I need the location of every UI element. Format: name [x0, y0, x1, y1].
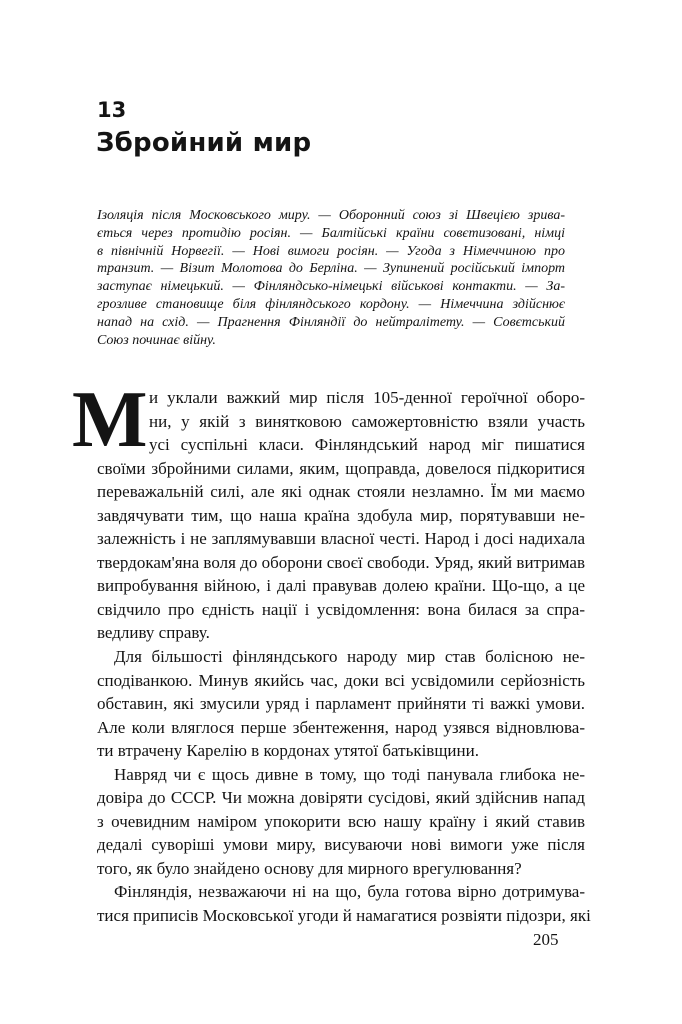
- body-line: дедалі суворіші умови миру, висуваючи нові вимоги уже після: [97, 835, 585, 855]
- synopsis-line: напад на схід. — Прагнення Фінляндії до нейтралітету. — Совєтський: [97, 314, 565, 330]
- body-line: сподіванкою. Минув якийсь час, доки всі усвідомили серйозність: [97, 670, 585, 690]
- chapter-number: 13: [97, 98, 127, 122]
- synopsis-line: грозливе становище біля фінляндського кордону. — Німеччина здійснює: [97, 296, 565, 312]
- body-line: Для більшості фінляндського народу мир став болісною не-: [114, 647, 585, 667]
- body-line: Навряд чи є щось дивне в тому, що тоді панувала глибока не-: [114, 764, 585, 784]
- body-line: довіра до СССР. Чи можна довіряти сусідові, який здійснив напад: [97, 788, 585, 808]
- body-line: ведливу справу.: [97, 623, 210, 643]
- body-text: [97, 386, 591, 928]
- chapter-synopsis: [97, 207, 565, 349]
- page-number: 205: [533, 930, 559, 949]
- drop-cap: М: [72, 376, 146, 464]
- body-line: залежність і не заплямувавши власної честі. Народ і досі надихала: [97, 529, 585, 549]
- chapter-title: Збройний мир: [96, 128, 312, 158]
- body-line: Але коли вляглося перше збентеження, народ узявся відновлюва-: [97, 717, 585, 737]
- body-line: ти втрачену Карелію в кордонах утятої батьківщини.: [97, 741, 479, 761]
- body-line: Фінляндія, незважаючи ні на що, була готова вірно дотримува-: [114, 882, 585, 902]
- synopsis-line: транзит. — Візит Молотова до Берліна. — Зупинений російський імпорт: [97, 261, 565, 277]
- body-line: переважальній силі, але які однак стояли незламно. Їм ми маємо: [97, 482, 585, 502]
- body-line: з очевидним наміром упокорити всю нашу країну і який ставив: [97, 811, 585, 831]
- synopsis-line: ється через протидію росіян. — Балтійські країни совєтизовані, німці: [97, 225, 565, 241]
- body-line: своїми збройними силами, яким, щоправда, довелося підкоритися: [97, 458, 585, 478]
- body-line: обставин, які змусили уряд і парламент прийняти ті важкі умови.: [97, 694, 585, 714]
- body-line: усі суспільні класи. Фінляндський народ міг пишатися: [149, 435, 585, 455]
- body-line: того, як було знайдено основу для мирного врегулювання?: [97, 858, 522, 878]
- synopsis-line: заступає німецький. — Фінляндсько-німецькі військові контакти. — За-: [97, 279, 565, 295]
- body-line: тися приписів Московської угоди й намагатися розвіяти підозри, які: [97, 906, 591, 926]
- body-line: свідчило про єдність нації і усвідомлення: вона билася за спра-: [97, 599, 585, 619]
- body-line: завдячувати тим, що наша країна здобула мир, порятувавши не-: [97, 505, 585, 525]
- body-line: ни, у якій з винятковою саможертовністю взяли участь: [149, 411, 585, 431]
- body-line: твердокам'яна воля до оборони своєї свободи. Уряд, який витримав: [97, 552, 585, 572]
- synopsis-line: Ізоляція після Московського миру. — Оборонний союз зі Швецією зрива-: [97, 208, 565, 223]
- body-line: и уклали важкий мир після 105-денної героїчної оборо-: [149, 388, 585, 407]
- body-line: випробування війною, і далі правував долею країни. Що-що, а це: [97, 576, 585, 596]
- synopsis-line: Союз починає війну.: [97, 332, 216, 348]
- synopsis-line: в північній Норвегії. — Нові вимоги росіян. — Угода з Німеччиною про: [97, 243, 565, 259]
